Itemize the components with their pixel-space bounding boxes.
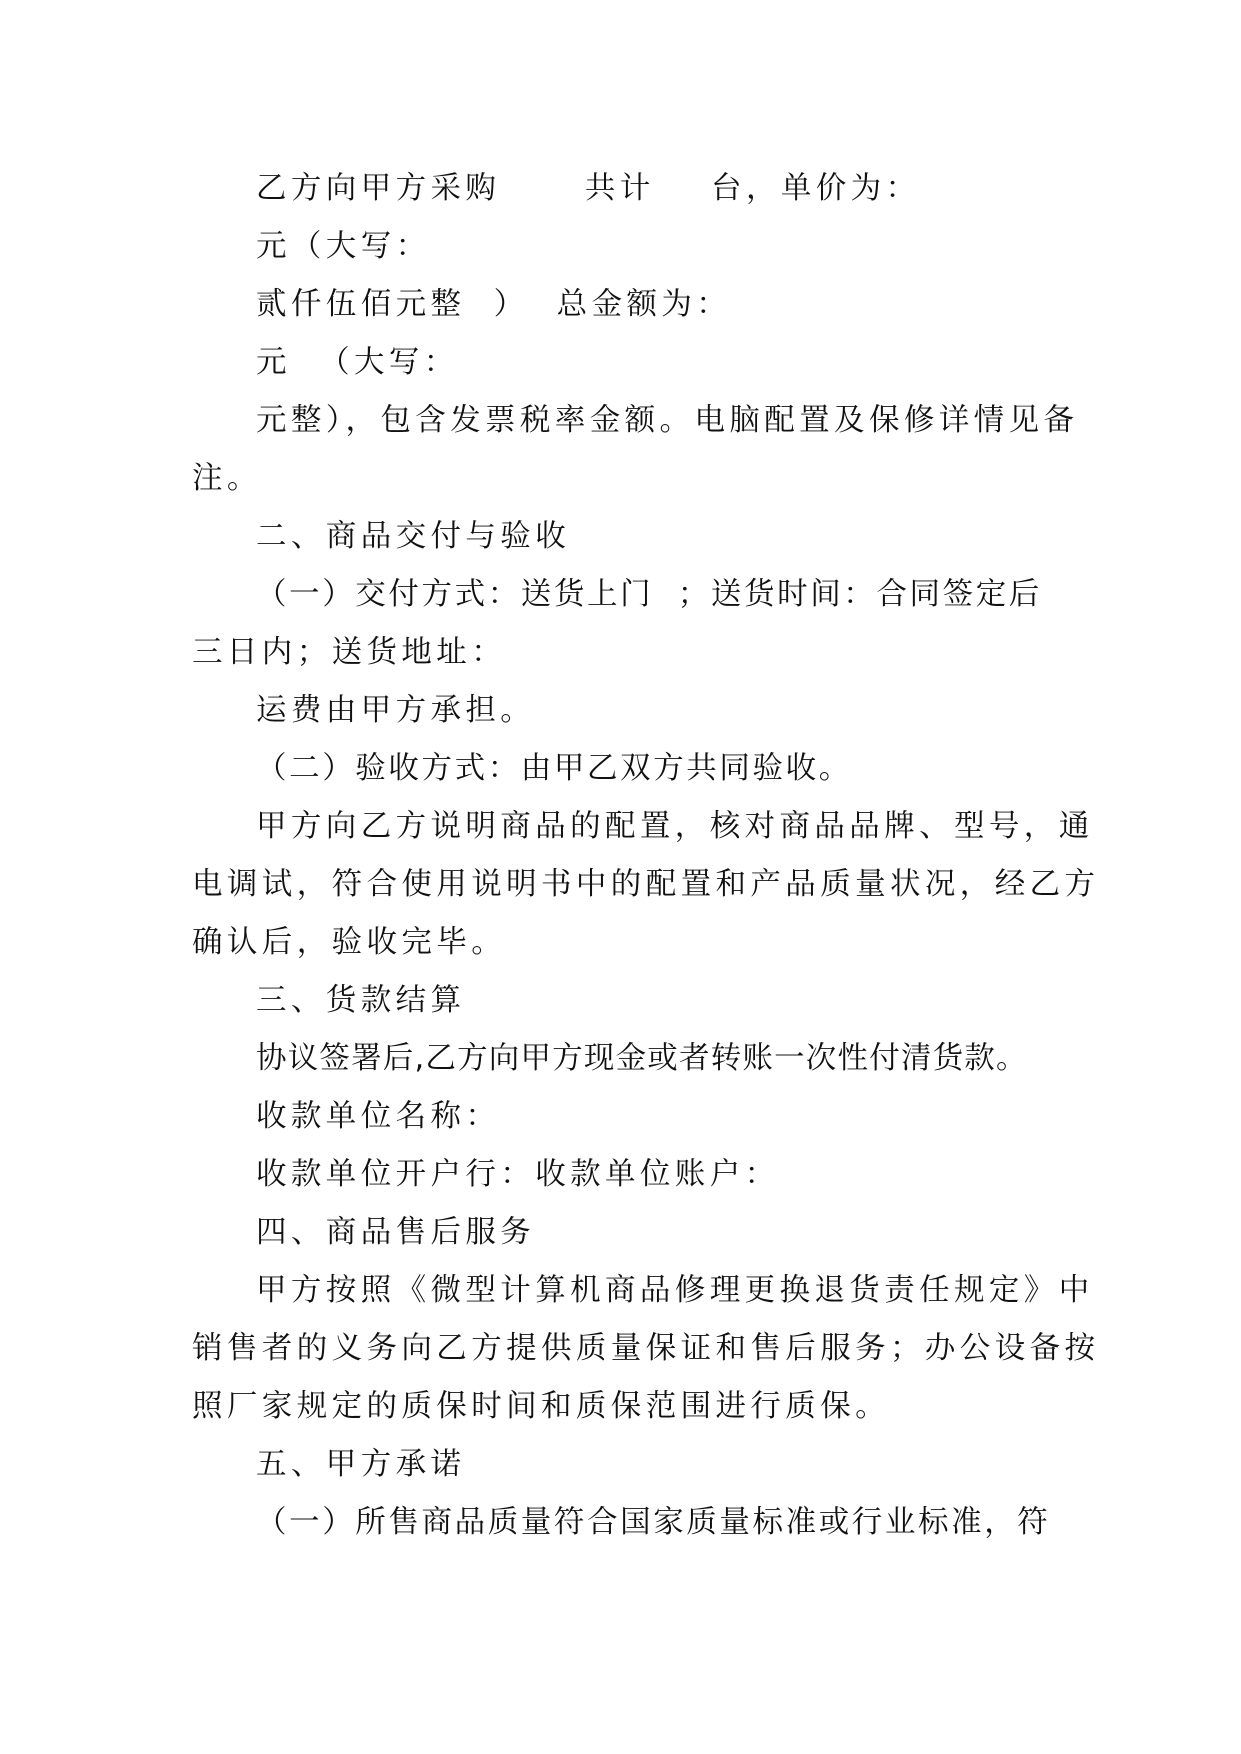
payee-name-line: 收款单位名称： bbox=[256, 1099, 501, 1134]
acceptance-method-line: （二）验收方式：由甲乙双方共同验收。 bbox=[256, 751, 852, 786]
section-5-heading: 五、甲方承诺 bbox=[256, 1447, 466, 1482]
unit-price-amount-line: 贰仟伍佰元整 ） 总金额为： bbox=[256, 287, 732, 322]
delivery-address-line: 三日内；送货地址： bbox=[192, 635, 507, 670]
commitment-item-1-line: （一）所售商品质量符合国家质量标准或行业标准，符 bbox=[256, 1505, 1051, 1540]
after-sales-paragraph-line-2: 销售者的义务向乙方提供质量保证和售后服务；办公设备按 bbox=[192, 1331, 1100, 1366]
after-sales-paragraph-line-3: 照厂家规定的质保时间和质保范围进行质保。 bbox=[192, 1389, 890, 1424]
section-2-heading: 二、商品交付与验收 bbox=[256, 519, 571, 554]
acceptance-paragraph-line-2: 电调试，符合使用说明书中的配置和产品质量状况，经乙方 bbox=[192, 867, 1100, 902]
acceptance-paragraph-line-1: 甲方向乙方说明商品的配置，核对商品品牌、型号，通 bbox=[256, 809, 1094, 844]
payment-terms-line: 协议签署后,乙方向甲方现金或者转账一次性付清货款。 bbox=[256, 1041, 1028, 1076]
shipping-cost-line: 运费由甲方承担。 bbox=[256, 693, 536, 728]
total-amount-uppercase-line: 元 （大写： bbox=[256, 345, 459, 380]
section-4-heading: 四、商品售后服务 bbox=[256, 1215, 536, 1250]
section-3-heading: 三、货款结算 bbox=[256, 983, 466, 1018]
unit-price-uppercase-line: 元（大写： bbox=[256, 229, 431, 264]
tax-included-line: 元整），包含发票税率金额。电脑配置及保修详情见备 bbox=[256, 403, 1079, 438]
payee-bank-line: 收款单位开户行：收款单位账户： bbox=[256, 1157, 780, 1192]
acceptance-paragraph-line-3: 确认后，验收完毕。 bbox=[192, 925, 507, 960]
tax-included-line-continued: 注。 bbox=[192, 461, 262, 496]
delivery-method-line: （一）交付方式：送货上门 ；送货时间：合同签定后 bbox=[256, 577, 1042, 612]
after-sales-paragraph-line-1: 甲方按照《微型计算机商品修理更换退货责任规定》中 bbox=[256, 1273, 1094, 1308]
purchase-quantity-line: 乙方向甲方采购 共计 台，单价为： bbox=[256, 171, 921, 206]
contract-body bbox=[192, 160, 1100, 1552]
